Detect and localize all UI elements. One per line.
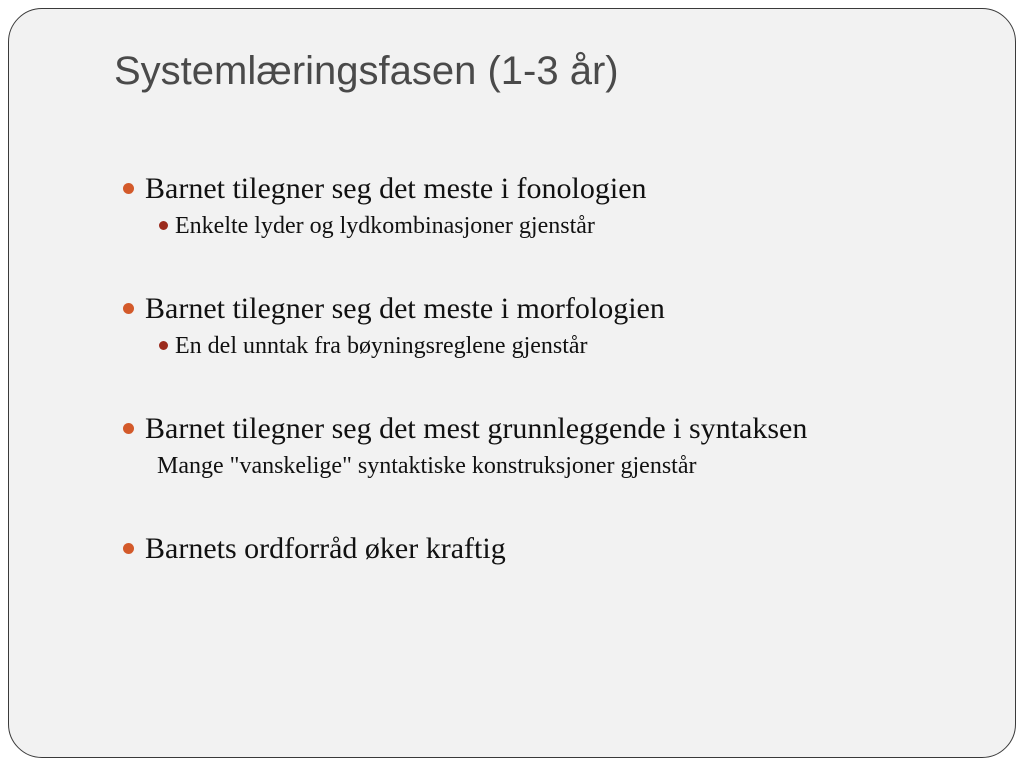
spacer <box>109 243 989 289</box>
sub-bullet-item <box>109 329 989 363</box>
sub-bullet-item <box>109 209 989 243</box>
sub-bullet-dot-icon <box>159 341 168 350</box>
bullet-note <box>109 449 989 483</box>
slide-title: Systemlæringsfasen (1-3 år) <box>114 49 619 93</box>
note-text: Mange "vanskelige" syntaktiske konstruksjoner gjenstår <box>157 453 697 479</box>
bullet-text: Barnet tilegner seg det mest grunnleggende i syntaksen <box>145 412 808 445</box>
bullet-text: Barnets ordforråd øker kraftig <box>145 532 506 565</box>
bullet-item <box>109 409 989 449</box>
bullet-dot-icon <box>123 423 134 434</box>
sub-bullet-text: Enkelte lyder og lydkombinasjoner gjenstår <box>175 213 595 239</box>
bullet-text: Barnet tilegner seg det meste i morfologien <box>145 292 665 325</box>
bullet-item <box>109 289 989 329</box>
bullet-list <box>109 169 989 569</box>
bullet-dot-icon <box>123 543 134 554</box>
bullet-dot-icon <box>123 183 134 194</box>
bullet-text: Barnet tilegner seg det meste i fonologien <box>145 172 647 205</box>
bullet-item <box>109 529 989 569</box>
bullet-dot-icon <box>123 303 134 314</box>
sub-bullet-text: En del unntak fra bøyningsreglene gjenstår <box>175 333 588 359</box>
slide <box>8 8 1016 758</box>
spacer <box>109 483 989 529</box>
spacer <box>109 363 989 409</box>
bullet-item <box>109 169 989 209</box>
sub-bullet-dot-icon <box>159 221 168 230</box>
